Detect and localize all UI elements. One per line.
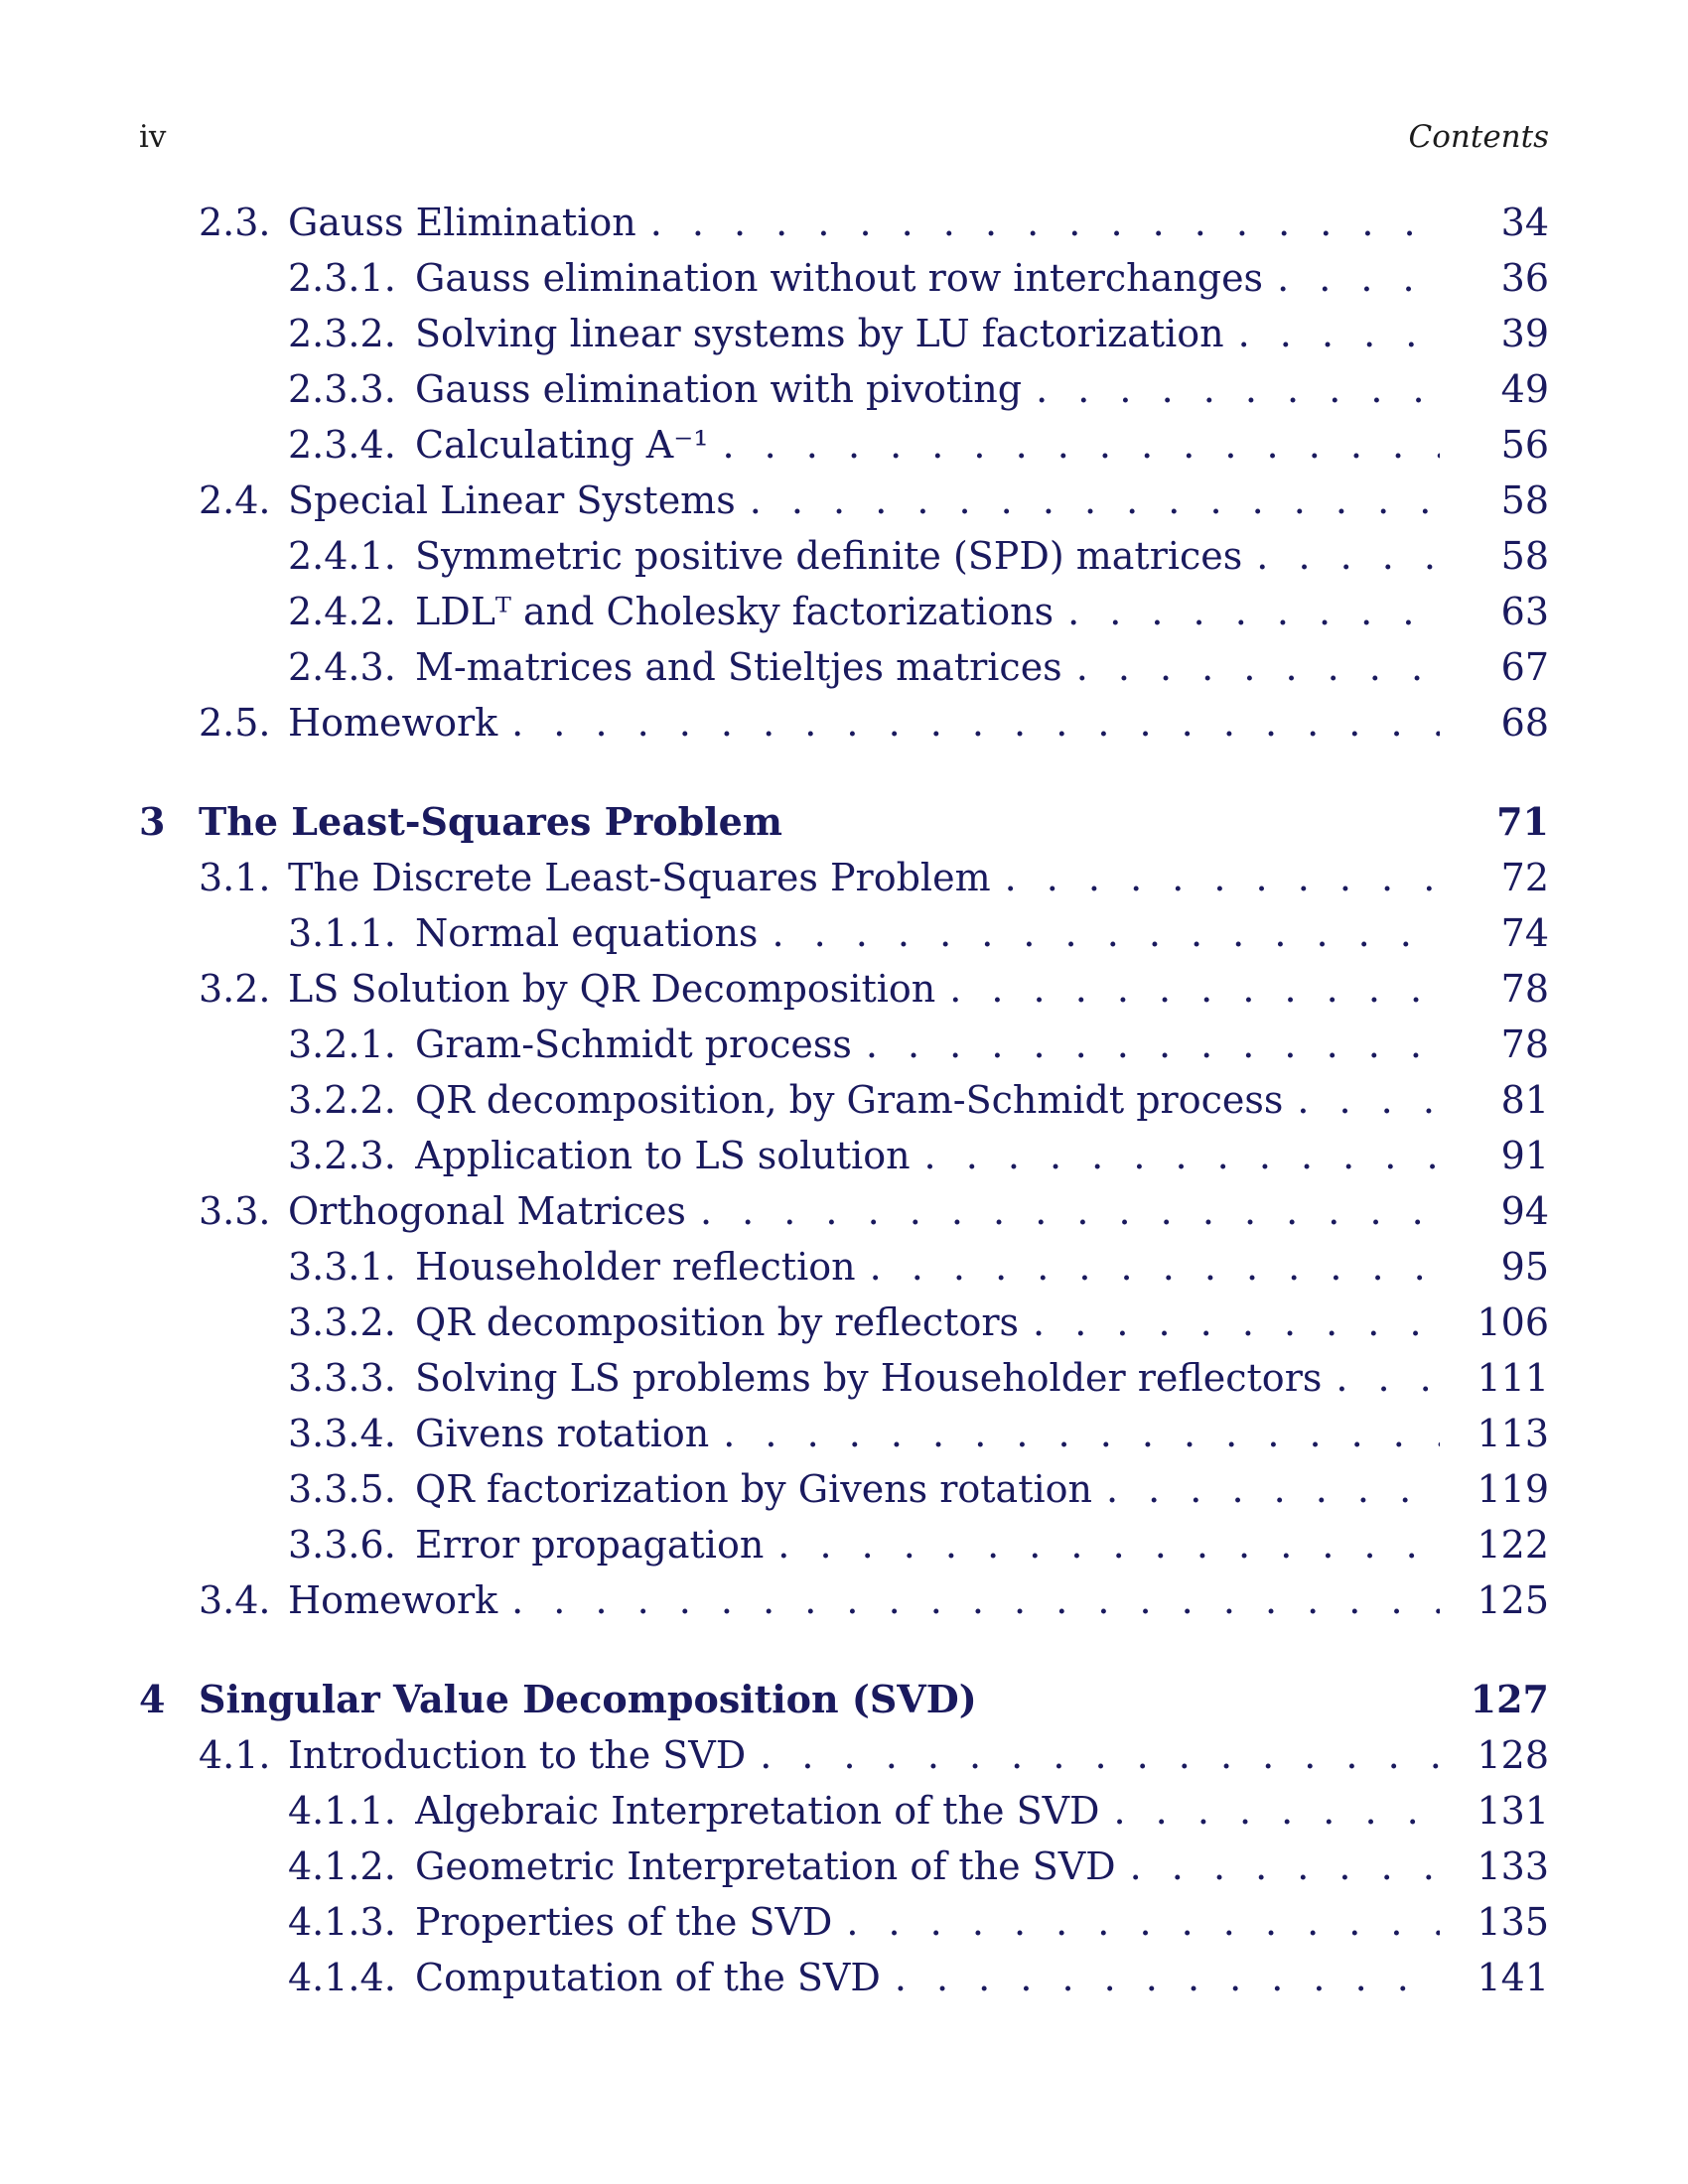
toc-subsection-entry[interactable] (0, 1783, 1688, 1839)
entry-page-number: 74 (1500, 911, 1549, 955)
entry-page-number: 81 (1500, 1078, 1549, 1122)
entry-page-number: 56 (1500, 423, 1549, 467)
entry-number: 3.2.1. (288, 1023, 396, 1066)
entry-page-number: 113 (1477, 1412, 1549, 1455)
toc-chapter-entry[interactable] (0, 794, 1688, 850)
toc-subsection-entry[interactable] (0, 417, 1688, 473)
entry-page-number: 71 (1496, 799, 1549, 844)
entry-number: 2.3.1. (288, 256, 396, 300)
entry-page-number: 78 (1500, 1023, 1549, 1066)
toc-subsection-entry[interactable] (0, 1839, 1688, 1894)
toc-section-entry[interactable] (0, 473, 1688, 528)
entry-page-number: 58 (1500, 534, 1549, 578)
toc-section-entry[interactable] (0, 1183, 1688, 1239)
entry-number: 3.2.2. (288, 1078, 396, 1122)
toc-subsection-entry[interactable] (0, 1350, 1688, 1406)
entry-title: Introduction to the SVD . . . (288, 1727, 1440, 1783)
entry-page-number: 78 (1500, 967, 1549, 1011)
entry-page-number: 127 (1470, 1677, 1549, 1721)
entry-page-number: 119 (1477, 1467, 1549, 1511)
table-of-contents (0, 195, 1688, 2005)
toc-subsection-entry[interactable] (0, 361, 1688, 417)
entry-number: 4.1. (199, 1733, 271, 1777)
toc-subsection-entry[interactable] (0, 905, 1688, 961)
toc-section-entry[interactable] (0, 1572, 1688, 1628)
entry-number: 2.4.2. (288, 590, 396, 633)
entry-title: Gauss elimination with pivoting . . . (415, 361, 1440, 417)
entry-title: Householder reflection . . . (415, 1239, 1440, 1295)
entry-page-number: 135 (1477, 1900, 1549, 1944)
entry-page-number: 63 (1500, 590, 1549, 633)
toc-subsection-entry[interactable] (0, 1894, 1688, 1950)
entry-number: 3.3.1. (288, 1245, 396, 1289)
toc-subsection-entry[interactable] (0, 1295, 1688, 1350)
entry-title: Solving LS problems by Householder reflectors . . . (415, 1350, 1440, 1406)
toc-subsection-entry[interactable] (0, 1239, 1688, 1295)
entry-page-number: 122 (1477, 1523, 1549, 1567)
toc-section-entry[interactable] (0, 695, 1688, 751)
entry-title: Error propagation . . . (415, 1517, 1440, 1572)
entry-number: 2.3.4. (288, 423, 396, 467)
entry-page-number: 58 (1500, 478, 1549, 522)
entry-page-number: 34 (1500, 201, 1549, 244)
entry-title: QR decomposition by reflectors . . . (415, 1295, 1440, 1350)
entry-page-number: 49 (1500, 367, 1549, 411)
entry-number: 2.3. (199, 201, 271, 244)
entry-title: Homework . . . (288, 695, 1440, 751)
entry-title: Singular Value Decomposition (SVD) (199, 1677, 977, 1721)
entry-title: QR factorization by Givens rotation . . . (415, 1461, 1440, 1517)
entry-title: QR decomposition, by Gram-Schmidt process . . . (415, 1072, 1440, 1128)
entry-title: Gauss elimination without row interchanges . . . (415, 250, 1440, 306)
entry-number: 3.2.3. (288, 1134, 396, 1177)
entry-number: 3 (139, 799, 166, 844)
entry-number: 3.3.6. (288, 1523, 396, 1567)
entry-number: 2.4. (199, 478, 271, 522)
toc-subsection-entry[interactable] (0, 584, 1688, 639)
entry-page-number: 68 (1500, 701, 1549, 745)
entry-title: LDLᵀ and Cholesky factorizations . . . (415, 584, 1440, 639)
toc-subsection-entry[interactable] (0, 250, 1688, 306)
toc-subsection-entry[interactable] (0, 1072, 1688, 1128)
entry-number: 4.1.2. (288, 1844, 396, 1888)
entry-page-number: 95 (1500, 1245, 1549, 1289)
entry-page-number: 131 (1477, 1789, 1549, 1833)
entry-page-number: 106 (1477, 1300, 1549, 1344)
entry-title: Symmetric positive definite (SPD) matrices . . . (415, 528, 1440, 584)
entry-number: 4.1.1. (288, 1789, 396, 1833)
entry-title: Solving linear systems by LU factorization . . . (415, 306, 1440, 361)
toc-subsection-entry[interactable] (0, 528, 1688, 584)
running-title: Contents (1408, 119, 1549, 155)
entry-number: 2.3.2. (288, 312, 396, 355)
entry-page-number: 94 (1500, 1189, 1549, 1233)
entry-page-number: 72 (1500, 856, 1549, 899)
entry-title: Givens rotation . . . (415, 1406, 1440, 1461)
entry-page-number: 141 (1477, 1956, 1549, 1999)
entry-title: Algebraic Interpretation of the SVD . . . (415, 1783, 1440, 1839)
entry-number: 3.2. (199, 967, 271, 1011)
entry-title: The Discrete Least-Squares Problem . . . (288, 850, 1440, 905)
entry-number: 3.1.1. (288, 911, 396, 955)
entry-number: 3.4. (199, 1578, 271, 1622)
toc-subsection-entry[interactable] (0, 1950, 1688, 2005)
entry-number: 3.3.2. (288, 1300, 396, 1344)
entry-title: Properties of the SVD . . . (415, 1894, 1440, 1950)
toc-subsection-entry[interactable] (0, 1017, 1688, 1072)
entry-title: Gram-Schmidt process . . . (415, 1017, 1440, 1072)
entry-number: 2.4.1. (288, 534, 396, 578)
entry-title: Orthogonal Matrices . . . (288, 1183, 1440, 1239)
entry-number: 4.1.4. (288, 1956, 396, 1999)
page-number: iv (139, 119, 167, 155)
entry-number: 2.5. (199, 701, 271, 745)
toc-subsection-entry[interactable] (0, 306, 1688, 361)
running-head (139, 119, 1549, 159)
entry-title: Geometric Interpretation of the SVD . . . (415, 1839, 1440, 1894)
toc-section-entry[interactable] (0, 1727, 1688, 1783)
entry-page-number: 39 (1500, 312, 1549, 355)
toc-chapter-entry[interactable] (0, 1672, 1688, 1727)
toc-subsection-entry[interactable] (0, 1406, 1688, 1461)
entry-page-number: 111 (1477, 1356, 1549, 1400)
entry-number: 3.3.3. (288, 1356, 396, 1400)
toc-subsection-entry[interactable] (0, 1128, 1688, 1183)
entry-page-number: 91 (1500, 1134, 1549, 1177)
toc-subsection-entry[interactable] (0, 1461, 1688, 1517)
entry-number: 3.1. (199, 856, 271, 899)
toc-subsection-entry[interactable] (0, 639, 1688, 695)
entry-number: 4.1.3. (288, 1900, 396, 1944)
entry-title: Calculating A⁻¹ . . . (415, 417, 1440, 473)
entry-title: Special Linear Systems . . . (288, 473, 1440, 528)
entry-page-number: 67 (1500, 645, 1549, 689)
entry-number: 2.3.3. (288, 367, 396, 411)
entry-title: The Least-Squares Problem (199, 799, 782, 844)
entry-title: Computation of the SVD . . . (415, 1950, 1440, 2005)
toc-section-entry[interactable] (0, 961, 1688, 1017)
entry-page-number: 128 (1477, 1733, 1549, 1777)
entry-page-number: 133 (1477, 1844, 1549, 1888)
entry-page-number: 125 (1477, 1578, 1549, 1622)
entry-title: M-matrices and Stieltjes matrices . . . (415, 639, 1440, 695)
entry-title: Normal equations . . . (415, 905, 1440, 961)
toc-subsection-entry[interactable] (0, 1517, 1688, 1572)
entry-title: Gauss Elimination . . . (288, 195, 1440, 250)
entry-title: Application to LS solution . . . (415, 1128, 1440, 1183)
entry-number: 3.3.4. (288, 1412, 396, 1455)
toc-section-entry[interactable] (0, 850, 1688, 905)
entry-number: 4 (139, 1677, 166, 1721)
toc-section-entry[interactable] (0, 195, 1688, 250)
entry-number: 3.3. (199, 1189, 271, 1233)
entry-title: Homework . . . (288, 1572, 1440, 1628)
entry-title: LS Solution by QR Decomposition . . . (288, 961, 1440, 1017)
entry-number: 3.3.5. (288, 1467, 396, 1511)
entry-number: 2.4.3. (288, 645, 396, 689)
entry-page-number: 36 (1500, 256, 1549, 300)
